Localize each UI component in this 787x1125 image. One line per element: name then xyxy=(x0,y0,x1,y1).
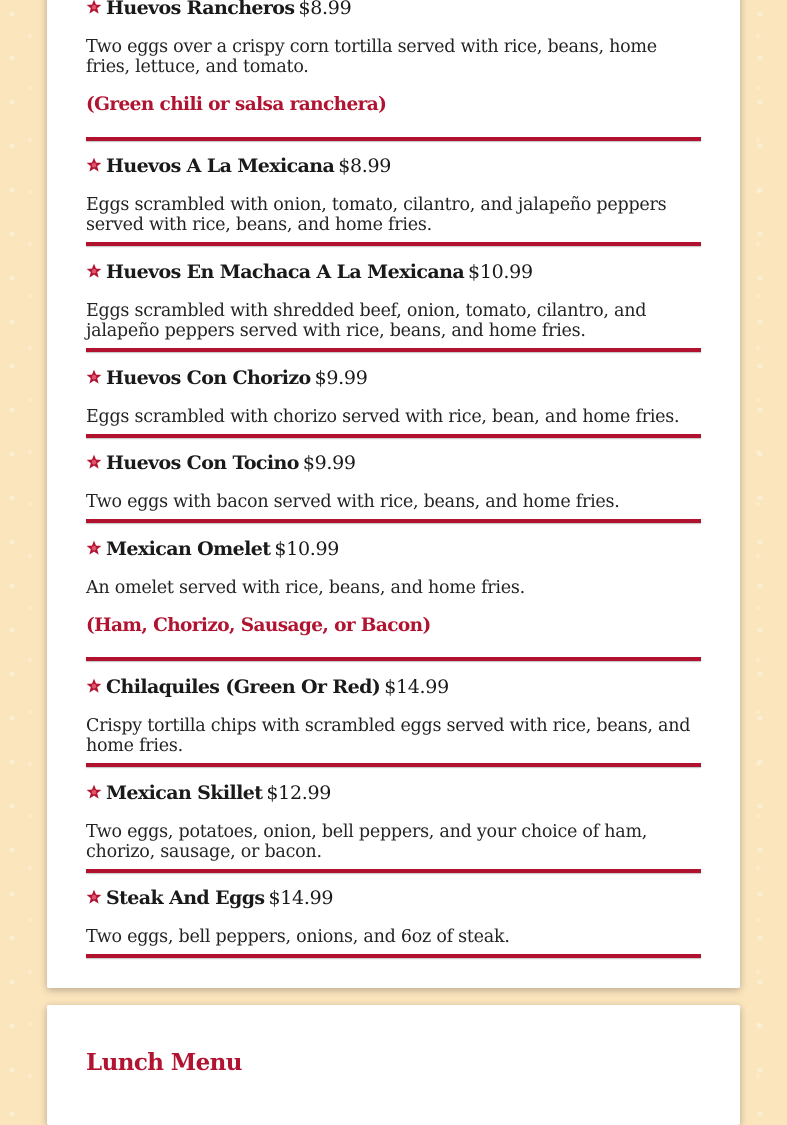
red-star-icon xyxy=(86,678,102,694)
red-star-icon xyxy=(86,454,102,470)
menu-item-title xyxy=(86,451,356,475)
menu-item-description: Crispy tortilla chips with scrambled eggs served with rice, beans, and home fries. xyxy=(86,716,691,756)
menu-item-price: $10.99 xyxy=(274,538,340,560)
menu-item-price: $10.99 xyxy=(468,261,533,283)
menu-item-name: Mexican Omelet xyxy=(106,538,271,560)
menu-item-note: (Green chili or salsa ranchera) xyxy=(86,94,387,115)
item-divider xyxy=(86,348,701,352)
menu-item-description: Eggs scrambled with shredded beef, onion, tomato, cilantro, and jalapeño peppers served with rice, beans, and home fries. xyxy=(86,301,647,341)
menu-item-name: Chilaquiles (Green Or Red) xyxy=(106,676,381,698)
menu-item-name: Steak And Eggs xyxy=(106,887,265,909)
menu-item-description: Eggs scrambled with chorizo served with rice, bean, and home fries. xyxy=(86,407,680,427)
menu-item-title xyxy=(86,260,533,284)
menu-item-name: Huevos A La Mexicana xyxy=(106,155,335,177)
red-star-icon xyxy=(86,157,102,173)
item-divider xyxy=(86,519,701,523)
red-star-icon xyxy=(86,369,102,385)
menu-item-description: Eggs scrambled with onion, tomato, cilantro, and jalapeño peppers served with rice, beans, and home fries. xyxy=(86,195,667,235)
menu-item-price: $9.99 xyxy=(302,452,356,474)
item-divider xyxy=(86,954,701,958)
red-star-icon xyxy=(86,0,102,15)
item-divider xyxy=(86,657,701,661)
menu-item-description: An omelet served with rice, beans, and home fries. xyxy=(86,578,525,598)
menu-item-description: Two eggs over a crispy corn tortilla served with rice, beans, home fries, lettuce, and tomato. xyxy=(86,37,657,77)
menu-item-name: Mexican Skillet xyxy=(106,782,263,804)
menu-item-price: $12.99 xyxy=(266,782,332,804)
menu-item-price: $8.99 xyxy=(338,155,392,177)
menu-item-title xyxy=(86,537,339,561)
menu-item-note: (Ham, Chorizo, Sausage, or Bacon) xyxy=(86,615,431,636)
menu-item-description: Two eggs with bacon served with rice, beans, and home fries. xyxy=(86,492,620,512)
menu-item-description: Two eggs, potatoes, onion, bell peppers, and your choice of ham, chorizo, sausage, or bacon. xyxy=(86,822,648,862)
menu-item-name: Huevos Con Chorizo xyxy=(106,367,311,389)
red-star-icon xyxy=(86,784,102,800)
item-divider xyxy=(86,869,701,873)
menu-item-price: $14.99 xyxy=(268,887,334,909)
menu-item-name: Huevos En Machaca A La Mexicana xyxy=(106,261,465,283)
red-star-icon xyxy=(86,889,102,905)
red-star-icon xyxy=(86,540,102,556)
menu-item-title xyxy=(86,154,391,178)
item-divider xyxy=(86,242,701,246)
red-star-icon xyxy=(86,263,102,279)
menu-item-title xyxy=(86,781,331,805)
menu-item-price: $14.99 xyxy=(384,676,449,698)
menu-item-title xyxy=(86,0,351,20)
menu-item-price: $8.99 xyxy=(298,0,352,19)
lunch-menu-heading: Lunch Menu xyxy=(86,1049,242,1076)
menu-item-description: Two eggs, bell peppers, onions, and 6oz of steak. xyxy=(86,927,510,947)
menu-item-name: Huevos Con Tocino xyxy=(106,452,299,474)
menu-item-title xyxy=(86,366,368,390)
menu-item-title xyxy=(86,886,333,910)
menu-item-name: Huevos Rancheros xyxy=(106,0,295,19)
menu-item-price: $9.99 xyxy=(314,367,368,389)
menu-item-title xyxy=(86,675,449,699)
item-divider xyxy=(86,137,701,141)
item-divider xyxy=(86,763,701,767)
item-divider xyxy=(86,434,701,438)
